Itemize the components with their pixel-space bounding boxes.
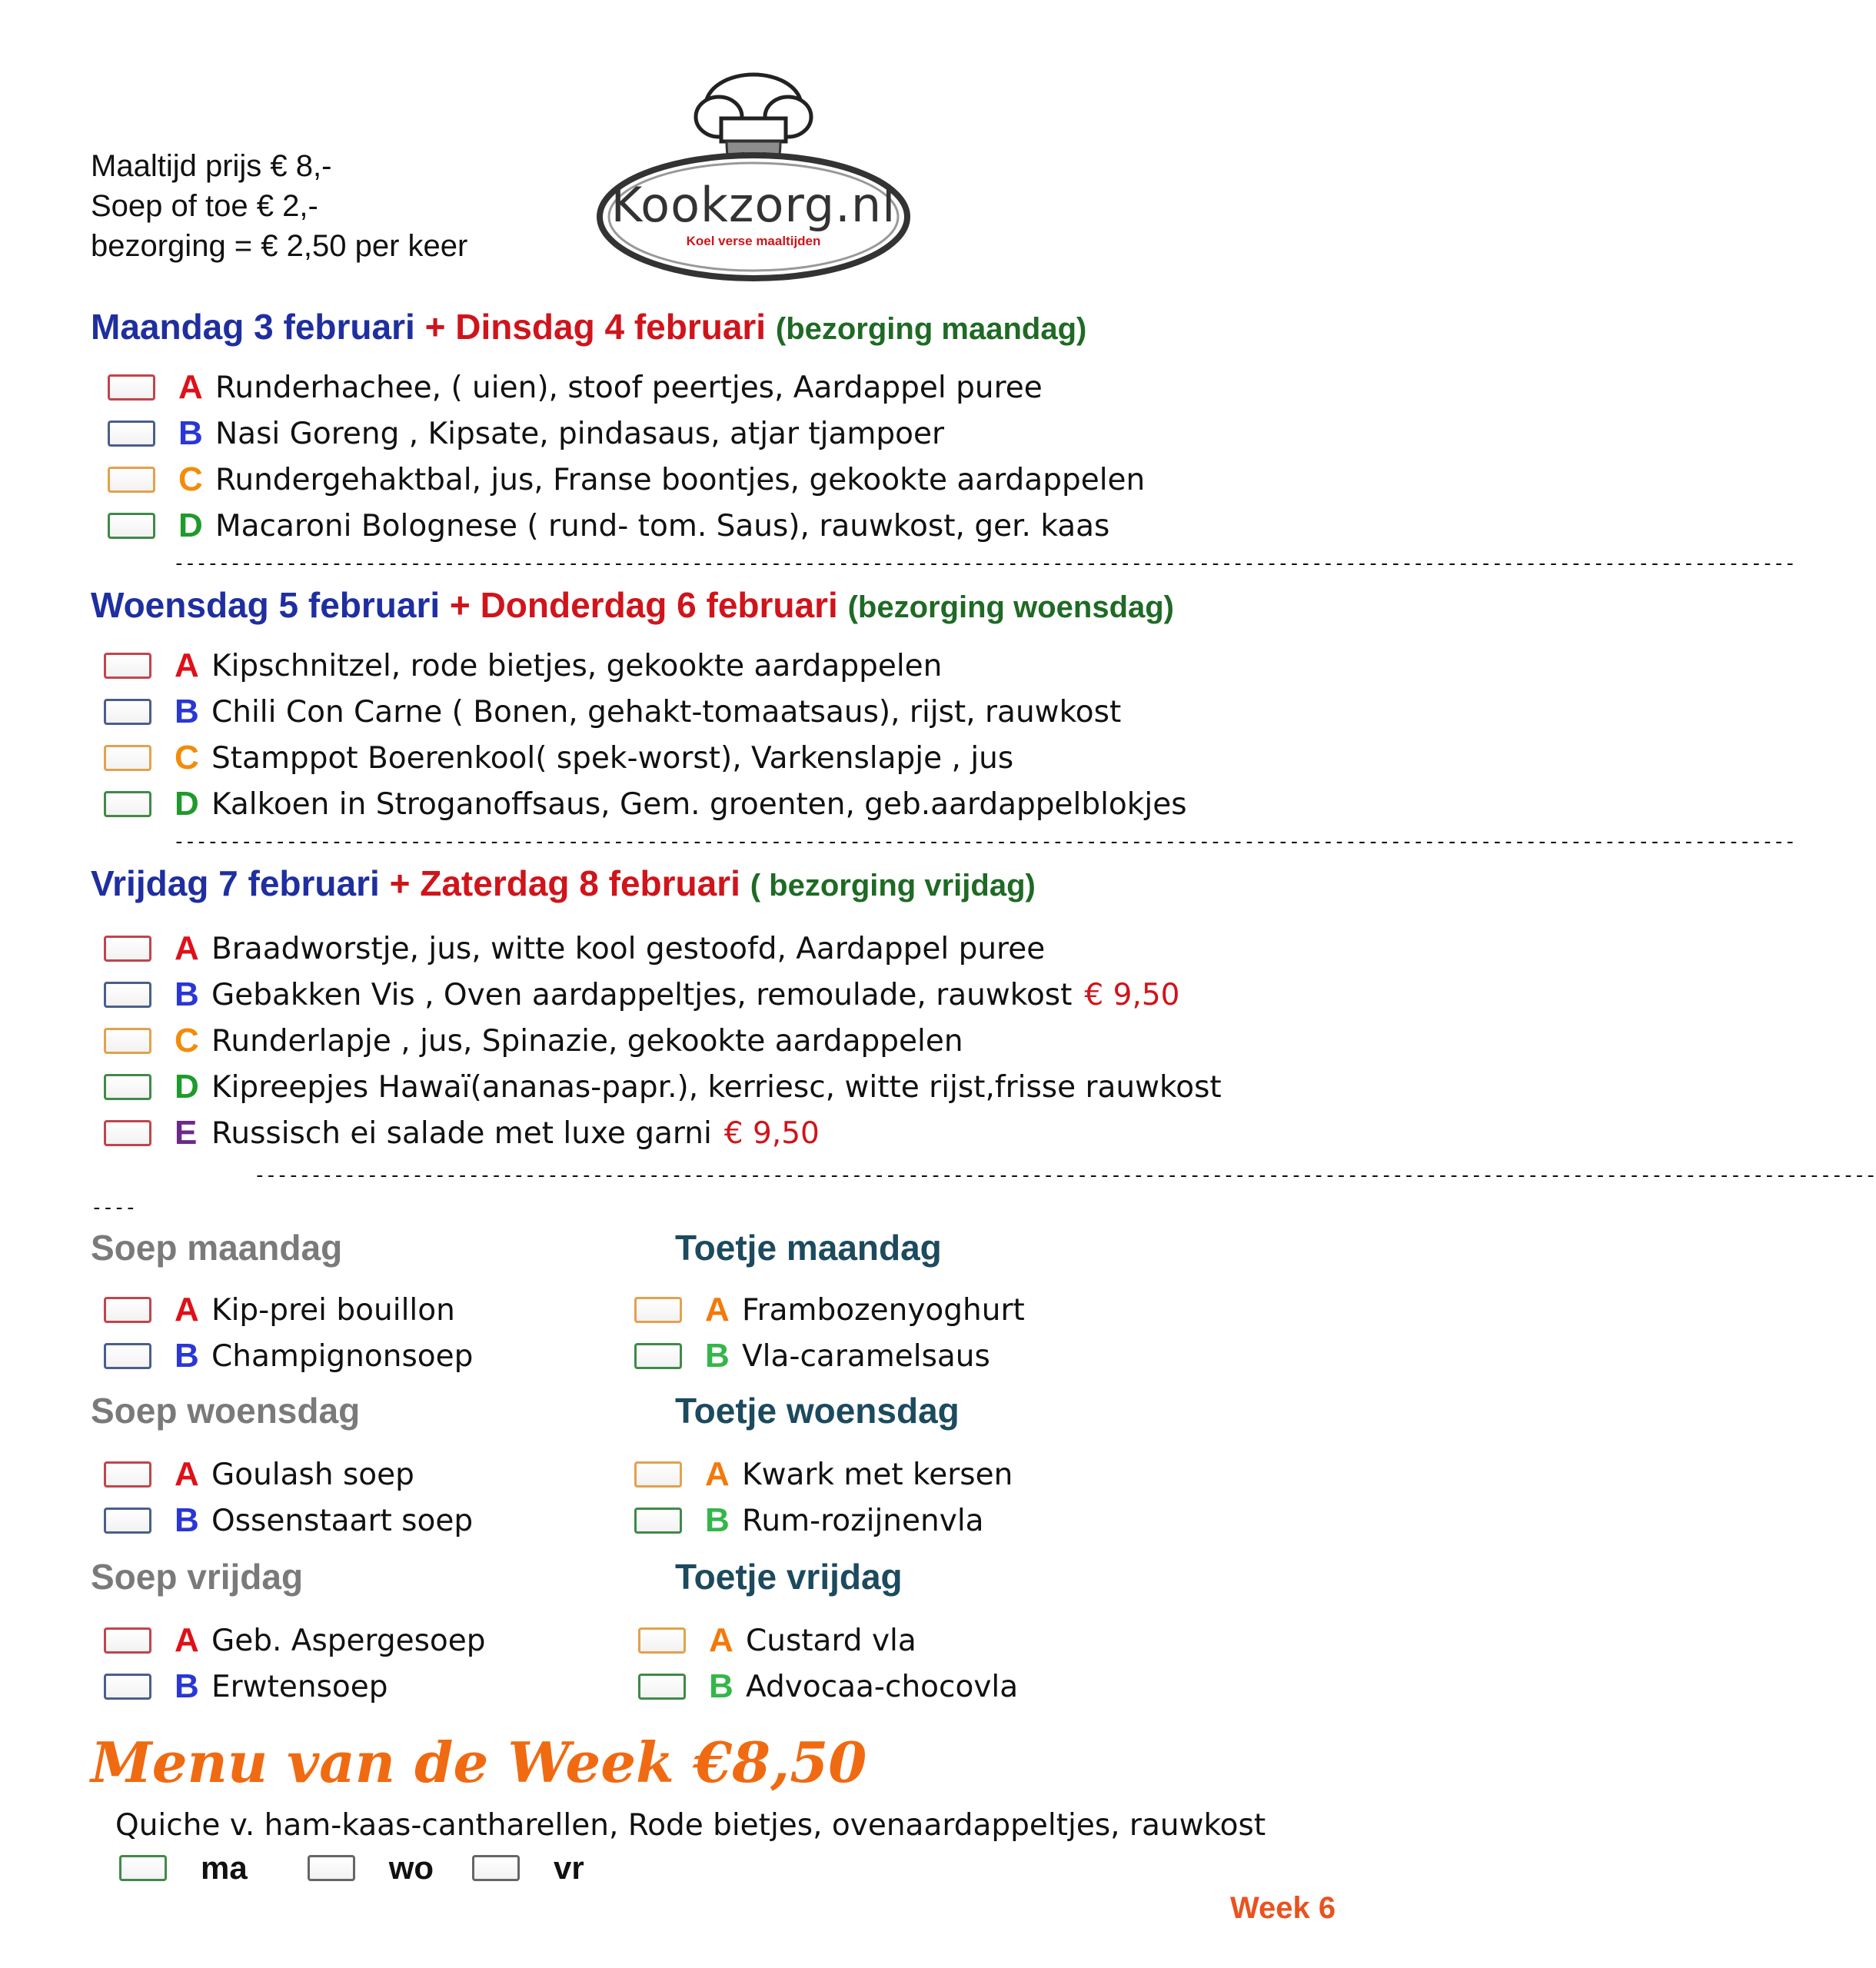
option-letter: D xyxy=(175,785,199,823)
option-text: Custard vla xyxy=(746,1623,916,1658)
week-label: Week 6 xyxy=(1230,1891,1336,1925)
option-text: Kip-prei bouillon xyxy=(211,1292,455,1328)
checkbox[interactable] xyxy=(634,1461,682,1488)
menu-list-mon-tue xyxy=(108,364,1145,549)
option-text: Ossenstaart soep xyxy=(211,1503,474,1538)
option-letter: A xyxy=(705,1455,730,1493)
day-header-mon-tue xyxy=(91,306,1086,347)
soup-option-b xyxy=(104,1664,486,1710)
option-text: Kalkoen in Stroganoffsaus, Gem. groenten, geb.aardappelblokjes xyxy=(211,786,1187,822)
option-text: Braadworstje, jus, witte kool gestoofd, Aardappel puree xyxy=(211,931,1046,966)
logo-brand: Kookzorg.nl xyxy=(610,177,896,233)
dashed-divider: ------------------------------------------------------------------------------------------------------------------------------------------------ xyxy=(254,1164,1876,1187)
option-text: Russisch ei salade met luxe garni xyxy=(211,1115,712,1151)
menu-list-fri-sat xyxy=(104,926,1222,1156)
dessert-wednesday-list xyxy=(634,1451,1013,1544)
soup-monday-list xyxy=(104,1287,473,1379)
menu-option-e xyxy=(104,1110,1222,1156)
option-text: Gebakken Vis , Oven aardappeltjes, remoulade, rauwkost xyxy=(211,977,1073,1012)
checkbox[interactable] xyxy=(104,1508,151,1534)
menu-option-d xyxy=(108,503,1145,549)
soup-wednesday-list xyxy=(104,1451,473,1544)
dashed-divider: ------------------------------------------------------------------------------------------------------------------------------------------------ xyxy=(173,552,1796,575)
option-price: € 9,50 xyxy=(723,1115,820,1151)
option-text: Advocaa-chocovla xyxy=(746,1669,1019,1704)
checkbox[interactable] xyxy=(638,1627,686,1654)
option-letter: B xyxy=(175,693,199,730)
dessert-option-b xyxy=(634,1333,1025,1379)
option-text: Erwtensoep xyxy=(211,1669,388,1704)
menu-option-c xyxy=(104,735,1187,781)
plus-sign: + xyxy=(449,585,471,625)
option-letter: C xyxy=(175,739,199,776)
checkbox[interactable] xyxy=(104,982,151,1008)
kookzorg-logo xyxy=(592,63,915,286)
price-meal: Maaltijd prijs € 8,- xyxy=(91,149,332,183)
option-text: Goulash soep xyxy=(211,1457,414,1492)
day-label-ma: ma xyxy=(201,1850,248,1886)
option-letter: B xyxy=(175,1501,199,1539)
option-letter: A xyxy=(178,368,203,406)
soup-friday-list xyxy=(104,1617,486,1710)
checkbox[interactable] xyxy=(104,1297,151,1323)
option-text: Macaroni Bolognese ( rund- tom. Saus), rauwkost, ger. kaas xyxy=(215,508,1110,544)
day1-label: Woensdag 5 februari xyxy=(91,585,441,625)
option-price: € 9,50 xyxy=(1084,977,1180,1012)
option-text: Rundergehaktbal, jus, Franse boontjes, gekookte aardappelen xyxy=(215,462,1146,497)
menu-option-c xyxy=(108,457,1145,503)
option-letter: B xyxy=(709,1667,733,1705)
option-text: Kipschnitzel, rode bietjes, gekookte aardappelen xyxy=(211,648,943,683)
checkbox[interactable] xyxy=(108,421,155,447)
option-letter: E xyxy=(175,1114,198,1152)
option-letter: A xyxy=(175,1455,199,1493)
option-text: Champignonsoep xyxy=(211,1338,474,1374)
dessert-option-a xyxy=(634,1287,1025,1333)
checkbox[interactable] xyxy=(104,1028,151,1054)
option-text: Geb. Aspergesoep xyxy=(211,1623,486,1658)
menu-option-b xyxy=(104,689,1187,735)
checkbox[interactable] xyxy=(104,1627,151,1654)
dessert-wednesday-title: Toetje woensdag xyxy=(675,1391,960,1431)
soup-option-a xyxy=(104,1617,486,1664)
soup-friday-title: Soep vrijdag xyxy=(91,1557,304,1597)
checkbox[interactable] xyxy=(634,1297,682,1323)
day2-label: Dinsdag 4 februari xyxy=(455,307,767,347)
option-letter: B xyxy=(175,976,199,1013)
menu-option-a xyxy=(104,643,1187,689)
menu-option-b xyxy=(104,972,1222,1018)
option-letter: B xyxy=(175,1337,199,1375)
checkbox[interactable] xyxy=(104,1074,151,1100)
weekly-menu-description: Quiche v. ham-kaas-cantharellen, Rode bietjes, ovenaardappeltjes, rauwkost xyxy=(115,1808,1266,1843)
option-letter: D xyxy=(178,507,203,544)
option-text: Frambozenyoghurt xyxy=(742,1292,1025,1328)
option-letter: B xyxy=(705,1337,730,1375)
day-header-fri-sat xyxy=(91,863,1036,904)
chef-icon xyxy=(592,63,915,286)
option-letter: A xyxy=(175,1621,199,1659)
price-soup-dessert: Soep of toe € 2,- xyxy=(91,189,318,223)
menu-option-d xyxy=(104,781,1187,827)
dashed-divider-short: ---- xyxy=(91,1196,136,1219)
weekly-menu-day-choices xyxy=(119,1850,584,1887)
day2-label: Donderdag 6 februari xyxy=(480,585,838,625)
option-letter: A xyxy=(175,929,199,967)
soup-option-a xyxy=(104,1451,473,1498)
option-letter: A xyxy=(705,1291,730,1328)
menu-option-b xyxy=(108,411,1145,457)
delivery-note: (bezorging woensdag) xyxy=(847,590,1174,624)
menu-list-wed-thu xyxy=(104,643,1187,827)
option-letter: D xyxy=(175,1068,199,1105)
delivery-note: (bezorging maandag) xyxy=(775,312,1087,346)
option-text: Kipreepjes Hawaï(ananas-papr.), kerriesc, witte rijst,frisse rauwkost xyxy=(211,1069,1222,1105)
checkbox-vr[interactable] xyxy=(472,1855,520,1881)
menu-option-a xyxy=(108,364,1145,411)
dessert-friday-title: Toetje vrijdag xyxy=(675,1557,903,1597)
checkbox[interactable] xyxy=(108,374,155,401)
option-text: Runderhachee, ( uien), stoof peertjes, Aardappel puree xyxy=(215,370,1043,405)
weekly-menu-title: Menu van de Week €8,50 xyxy=(91,1730,867,1795)
option-text: Kwark met kersen xyxy=(742,1457,1013,1492)
option-letter: A xyxy=(709,1621,733,1659)
option-text: Nasi Goreng , Kipsate, pindasaus, atjar tjampoer xyxy=(215,416,945,451)
plus-sign: + xyxy=(424,307,446,347)
checkbox-wo[interactable] xyxy=(308,1855,355,1881)
checkbox[interactable] xyxy=(108,467,155,493)
checkbox[interactable] xyxy=(104,1461,151,1488)
option-text: Chili Con Carne ( Bonen, gehakt-tomaatsaus), rijst, rauwkost xyxy=(211,694,1122,730)
checkbox[interactable] xyxy=(104,1674,151,1700)
checkbox[interactable] xyxy=(104,1120,151,1146)
day-header-wed-thu xyxy=(91,584,1174,626)
checkbox[interactable] xyxy=(108,513,155,539)
dessert-option-a xyxy=(638,1617,1018,1664)
soup-option-b xyxy=(104,1498,473,1544)
soup-wednesday-title: Soep woensdag xyxy=(91,1391,361,1431)
option-letter: B xyxy=(705,1501,730,1539)
checkbox-ma[interactable] xyxy=(119,1855,167,1881)
dessert-option-b xyxy=(638,1664,1018,1710)
option-letter: B xyxy=(175,1667,199,1705)
option-letter: B xyxy=(178,414,203,452)
checkbox[interactable] xyxy=(104,653,151,679)
day1-label: Vrijdag 7 februari xyxy=(91,863,380,903)
checkbox[interactable] xyxy=(638,1674,686,1700)
checkbox[interactable] xyxy=(634,1508,682,1534)
checkbox[interactable] xyxy=(104,699,151,725)
checkbox[interactable] xyxy=(634,1343,682,1369)
option-letter: C xyxy=(178,460,203,498)
plus-sign: + xyxy=(389,863,411,903)
soup-option-b xyxy=(104,1333,473,1379)
option-text: Stamppot Boerenkool( spek-worst), Varkenslapje , jus xyxy=(211,740,1014,776)
delivery-note: ( bezorging vrijdag) xyxy=(750,869,1036,903)
price-delivery: bezorging = € 2,50 per keer xyxy=(91,229,468,263)
day1-label: Maandag 3 februari xyxy=(91,307,415,347)
day-label-wo: wo xyxy=(388,1850,434,1886)
day2-label: Zaterdag 8 februari xyxy=(420,863,740,903)
dessert-monday-list xyxy=(634,1287,1025,1379)
menu-option-a xyxy=(104,926,1222,972)
dessert-option-a xyxy=(634,1451,1013,1498)
menu-option-d xyxy=(104,1064,1222,1110)
soup-option-a xyxy=(104,1287,473,1333)
checkbox[interactable] xyxy=(104,791,151,817)
dashed-divider: ------------------------------------------------------------------------------------------------------------------------------------------------ xyxy=(173,830,1796,853)
dessert-friday-list xyxy=(638,1617,1018,1710)
option-text: Rum-rozijnenvla xyxy=(742,1503,984,1538)
checkbox[interactable] xyxy=(104,1343,151,1369)
checkbox[interactable] xyxy=(104,936,151,962)
option-letter: C xyxy=(175,1022,199,1059)
checkbox[interactable] xyxy=(104,745,151,771)
soup-monday-title: Soep maandag xyxy=(91,1228,343,1268)
option-letter: A xyxy=(175,647,199,684)
option-text: Vla-caramelsaus xyxy=(742,1338,990,1374)
option-text: Runderlapje , jus, Spinazie, gekookte aardappelen xyxy=(211,1023,963,1059)
day-label-vr: vr xyxy=(554,1850,584,1886)
dessert-option-b xyxy=(634,1498,1013,1544)
option-letter: A xyxy=(175,1291,199,1328)
menu-option-c xyxy=(104,1018,1222,1064)
dessert-monday-title: Toetje maandag xyxy=(675,1228,942,1268)
logo-tagline: Koel verse maaltijden xyxy=(686,234,821,248)
